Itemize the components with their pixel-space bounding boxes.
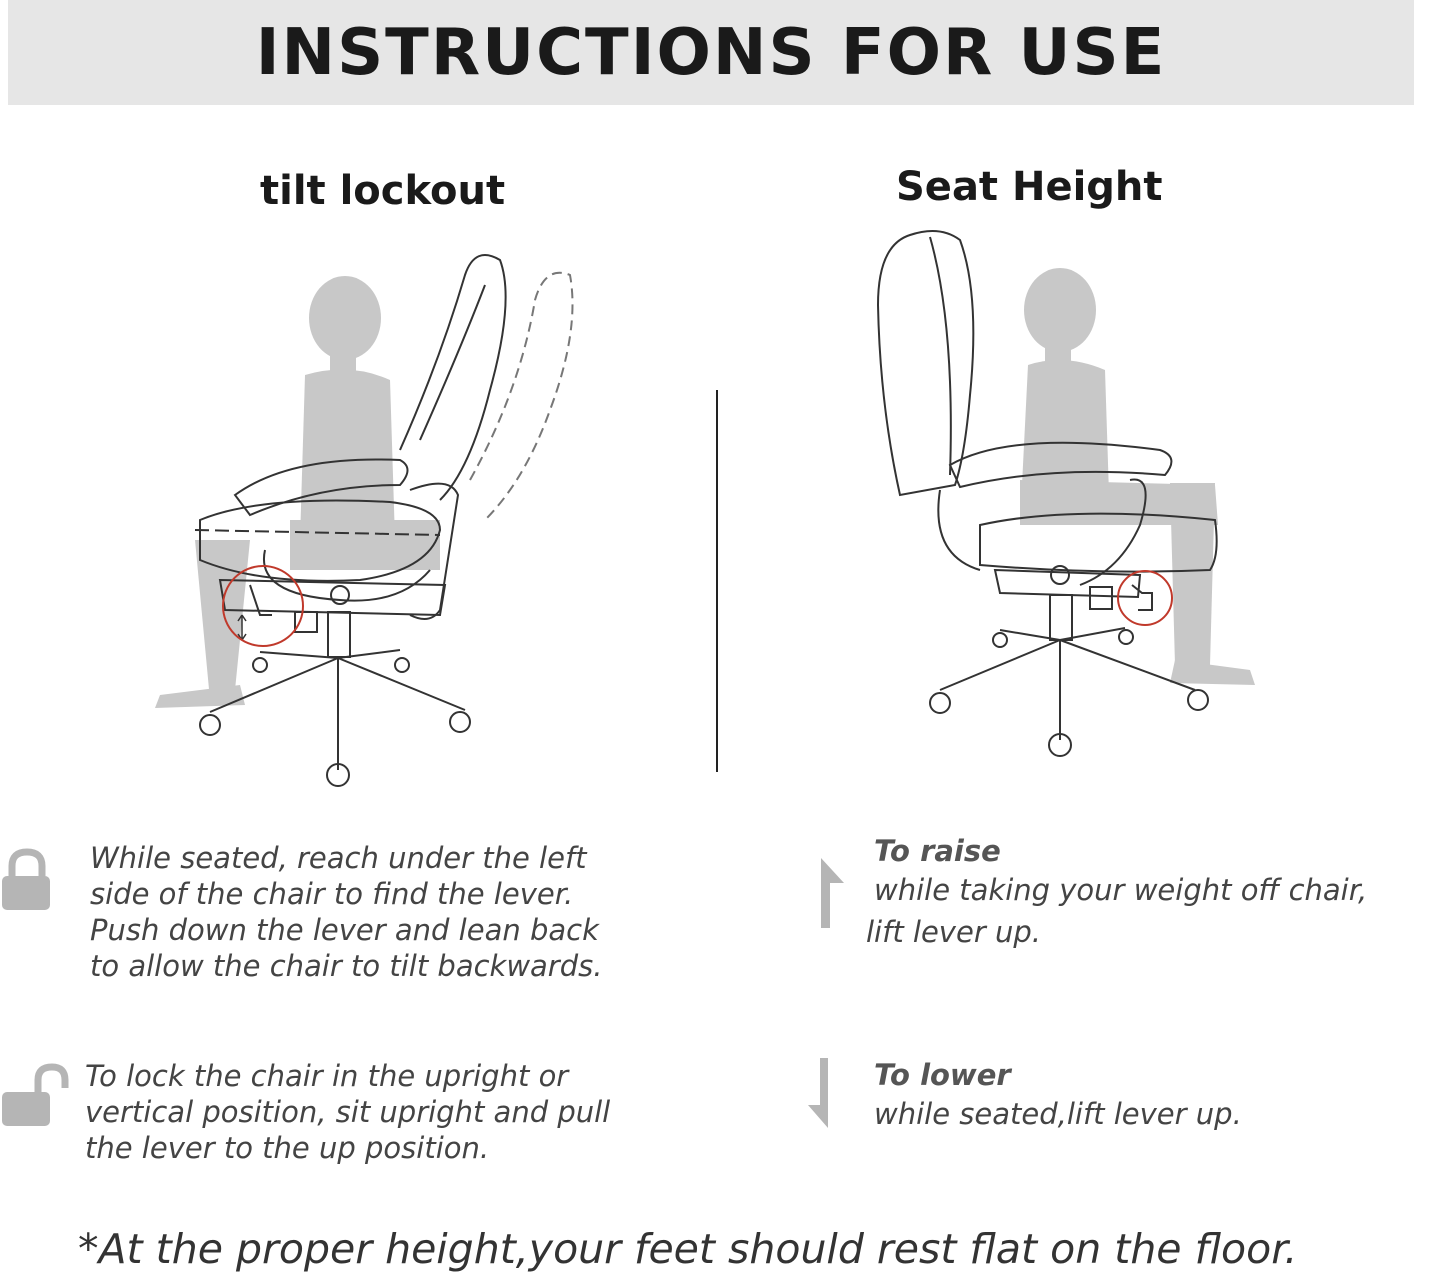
instruction-line: To lock the chair in the upright or bbox=[85, 1059, 569, 1093]
page-title: INSTRUCTIONS FOR USE bbox=[255, 15, 1167, 90]
instruction-line: to allow the chair to tilt backwards. bbox=[90, 949, 603, 983]
instruction-line: vertical position, sit upright and pull bbox=[85, 1095, 611, 1129]
seat-height-title: Seat Height bbox=[896, 164, 1163, 210]
tilt-lock-instructions bbox=[85, 1058, 610, 1166]
unlock-icon bbox=[2, 848, 52, 913]
instruction-line: lift lever up. bbox=[866, 915, 1041, 949]
lower-heading: To lower bbox=[874, 1058, 1011, 1092]
instruction-line: side of the chair to find the lever. bbox=[90, 877, 574, 911]
instruction-line: while taking your weight off chair, bbox=[874, 873, 1368, 907]
lock-open-icon bbox=[2, 1062, 72, 1130]
instruction-line: Push down the lever and lean back bbox=[90, 913, 599, 947]
arrow-down-icon bbox=[806, 1055, 836, 1133]
instruction-line: the lever to the up position. bbox=[85, 1131, 490, 1165]
tilt-unlock-instructions bbox=[90, 840, 602, 984]
arrow-up-icon bbox=[818, 853, 848, 931]
lower-instructions bbox=[874, 1057, 1242, 1135]
lever-icon bbox=[238, 585, 317, 640]
footnote: *At the proper height,your feet should rest flat on the floor. bbox=[78, 1225, 1298, 1273]
header-banner bbox=[8, 0, 1414, 105]
tilt-lockout-illustration bbox=[140, 240, 600, 800]
person-silhouette bbox=[1020, 268, 1255, 685]
raise-heading: To raise bbox=[874, 834, 1001, 868]
column-divider bbox=[716, 390, 718, 772]
instruction-line: while seated,lift lever up. bbox=[874, 1097, 1242, 1131]
tilt-lockout-title: tilt lockout bbox=[260, 168, 506, 214]
person-silhouette bbox=[155, 276, 440, 708]
seat-height-illustration bbox=[870, 225, 1270, 770]
raise-instructions bbox=[866, 833, 1367, 953]
lever-highlight-circle bbox=[1118, 571, 1172, 625]
instruction-line: While seated, reach under the left bbox=[90, 841, 587, 875]
